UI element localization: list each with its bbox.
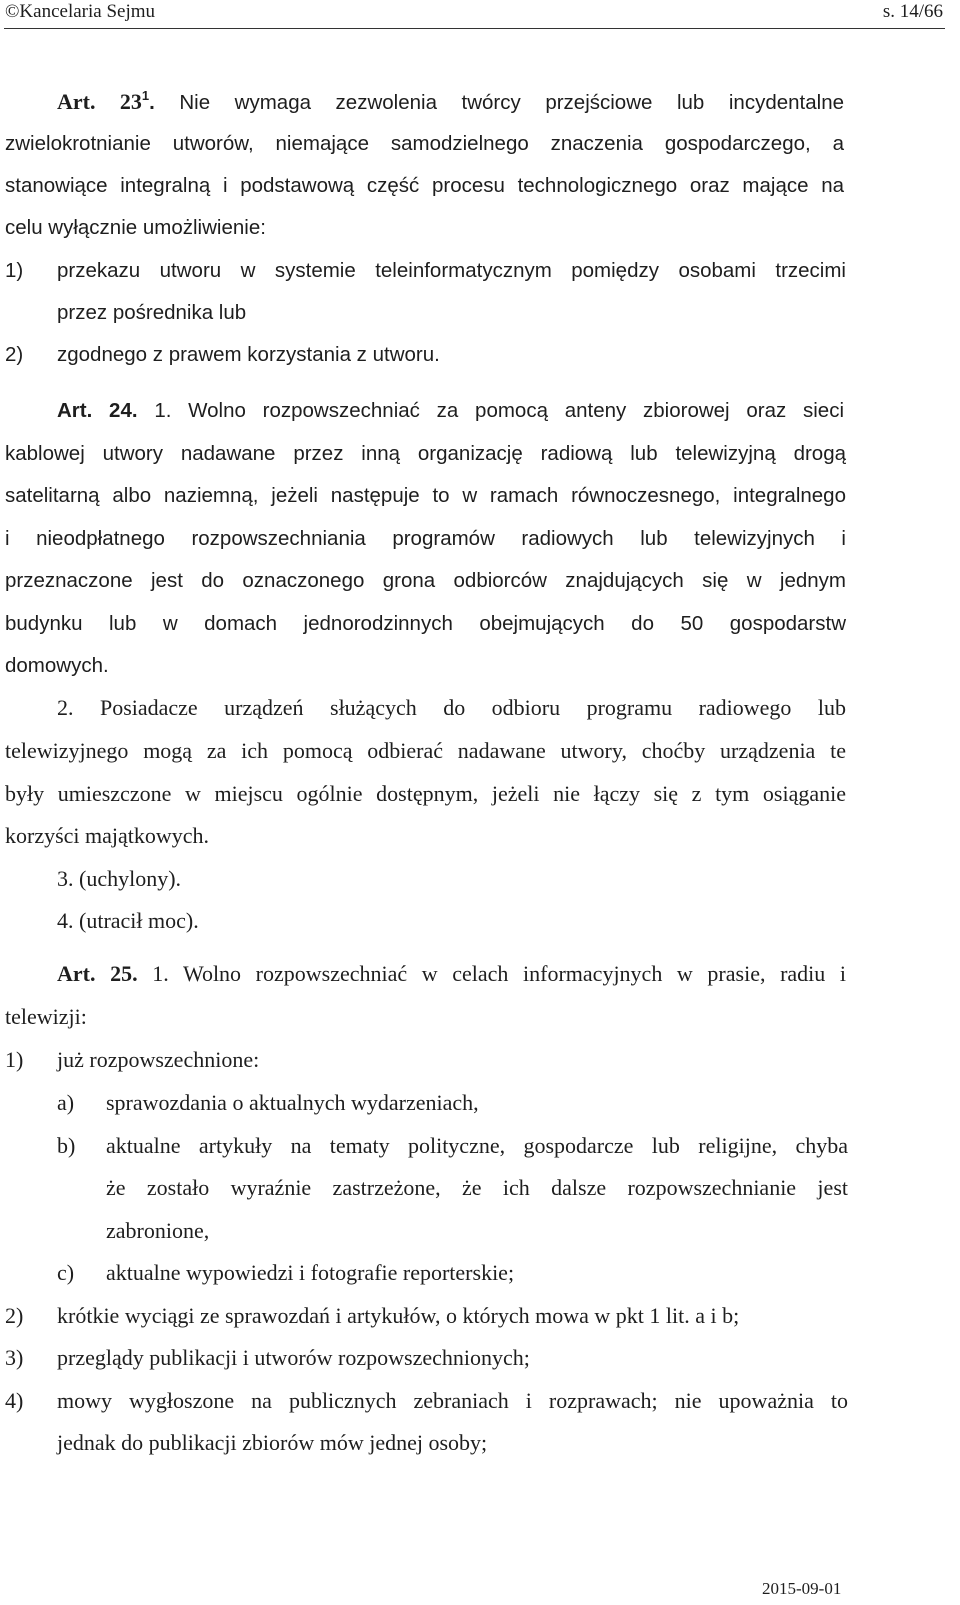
art24-p1-line-7: domowych. bbox=[5, 654, 109, 677]
art23-line-1 bbox=[57, 87, 844, 118]
art23-dot: . bbox=[149, 91, 155, 114]
art25-subitem-b-letter: b) bbox=[57, 1133, 76, 1158]
art24-p1-line-5: przeznaczone jest do oznaczonego grona odbiorców znajdujących się w jednym bbox=[5, 569, 846, 592]
art24-p1-line-2: kablowej utwory nadawane przez inną organizację radiową lub telewizyjną drogą bbox=[5, 442, 846, 465]
header-divider bbox=[4, 28, 945, 29]
art24-p1-line-3: satelitarną albo naziemną, jeżeli następuje to w ramach równoczesnego, integralnego bbox=[5, 484, 846, 507]
art24-p2-line-3: były umieszczone w miejscu ogólnie dostępnym, jeżeli nie łączy się z tym osiąganie bbox=[5, 781, 846, 806]
art25-item4-number: 4) bbox=[5, 1388, 24, 1413]
art23-label: Art. 23 bbox=[57, 89, 142, 114]
art24-p4: 4. (utracił moc). bbox=[57, 908, 199, 933]
art25-subitem-b-line-1: aktualne artykuły na tematy polityczne, gospodarcze lub religijne, chyba bbox=[106, 1133, 848, 1158]
art23-line-4: celu wyłącznie umożliwienie: bbox=[5, 216, 266, 239]
art25-label: Art. 25. bbox=[57, 961, 138, 986]
art23-line-3: stanowiące integralną i podstawową część procesu technologicznego oraz mające na bbox=[5, 174, 844, 197]
header-publisher: ©Kancelaria Sejmu bbox=[5, 1, 156, 22]
art25-item1-number: 1) bbox=[5, 1047, 24, 1072]
art24-p2-number: 2. bbox=[57, 695, 74, 720]
art25-item2-number: 2) bbox=[5, 1303, 24, 1328]
art25-p1-line-2: telewizji: bbox=[5, 1004, 87, 1029]
art24-line-1 bbox=[57, 396, 844, 426]
art25-subitem-a-line-1: sprawozdania o aktualnych wydarzeniach, bbox=[106, 1090, 479, 1115]
art23-superscript: 1 bbox=[141, 88, 150, 103]
art23-text-1: Nie wymaga zezwolenia twórcy przejściowe lub incydentalne bbox=[179, 91, 844, 114]
art23-item2-number: 2) bbox=[5, 343, 24, 366]
art25-item1-text: już rozpowszechnione: bbox=[57, 1047, 260, 1072]
art25-p1-text-1: Wolno rozpowszechniać w celach informacyjnych w prasie, radiu i bbox=[182, 961, 847, 986]
art23-item1-line-1: przekazu utworu w systemie teleinformatycznym pomiędzy osobami trzecimi bbox=[57, 259, 846, 282]
art24-p1-number: 1. bbox=[154, 399, 172, 422]
header-page-number: s. 14/66 bbox=[882, 1, 943, 22]
art25-item4-line-1: mowy wygłoszone na publicznych zebraniach i rozprawach; nie upoważnia to bbox=[57, 1388, 848, 1413]
art25-subitem-c-letter: c) bbox=[57, 1260, 75, 1285]
art24-p3: 3. (uchylony). bbox=[57, 866, 182, 891]
art25-item3-text: przeglądy publikacji i utworów rozpowszechnionych; bbox=[57, 1345, 530, 1370]
art25-line-1 bbox=[57, 959, 846, 989]
art24-p1-line-6: budynku lub w domach jednorodzinnych obejmujących do 50 gospodarstw bbox=[5, 612, 846, 635]
art25-subitem-b-line-2: że zostało wyraźnie zastrzeżone, że ich dalsze rozpowszechnianie jest bbox=[106, 1175, 848, 1200]
footer-date: 2015-09-01 bbox=[762, 1579, 842, 1598]
art25-item4-line-2: jednak do publikacji zbiorów mów jednej osoby; bbox=[57, 1430, 488, 1455]
art25-subitem-b-line-3: zabronione, bbox=[106, 1218, 210, 1243]
art25-subitem-a-letter: a) bbox=[57, 1090, 75, 1115]
art25-item3-number: 3) bbox=[5, 1345, 24, 1370]
art24-p2-line-2: telewizyjnego mogą za ich pomocą odbierać nadawane utwory, choćby urządzenia te bbox=[5, 738, 846, 763]
art23-line-2: zwielokrotnianie utworów, niemające samodzielnego znaczenia gospodarczego, a bbox=[5, 132, 844, 155]
art25-item2-text: krótkie wyciągi ze sprawozdań i artykułów, o których mowa w pkt 1 lit. a i b; bbox=[57, 1303, 740, 1328]
art25-p1-number: 1. bbox=[152, 961, 169, 986]
art23-item1-number: 1) bbox=[5, 259, 24, 282]
art24-p2-text-1: Posiadacze urządzeń służących do odbioru programu radiowego lub bbox=[99, 695, 846, 720]
art24-label: Art. 24. bbox=[57, 399, 138, 422]
art25-subitem-c-line-1: aktualne wypowiedzi i fotografie reporterskie; bbox=[106, 1260, 515, 1285]
art24-p2-line-1 bbox=[57, 693, 846, 723]
art24-p1-line-4: i nieodpłatnego rozpowszechniania programów radiowych lub telewizyjnych i bbox=[5, 527, 846, 550]
art23-item1-line-2: przez pośrednika lub bbox=[57, 301, 247, 324]
art24-p2-line-4: korzyści majątkowych. bbox=[5, 823, 210, 848]
art24-p1-text-1: Wolno rozpowszechniać za pomocą anteny zbiorowej oraz sieci bbox=[188, 399, 844, 422]
art23-item2-line-1: zgodnego z prawem korzystania z utworu. bbox=[57, 343, 440, 366]
